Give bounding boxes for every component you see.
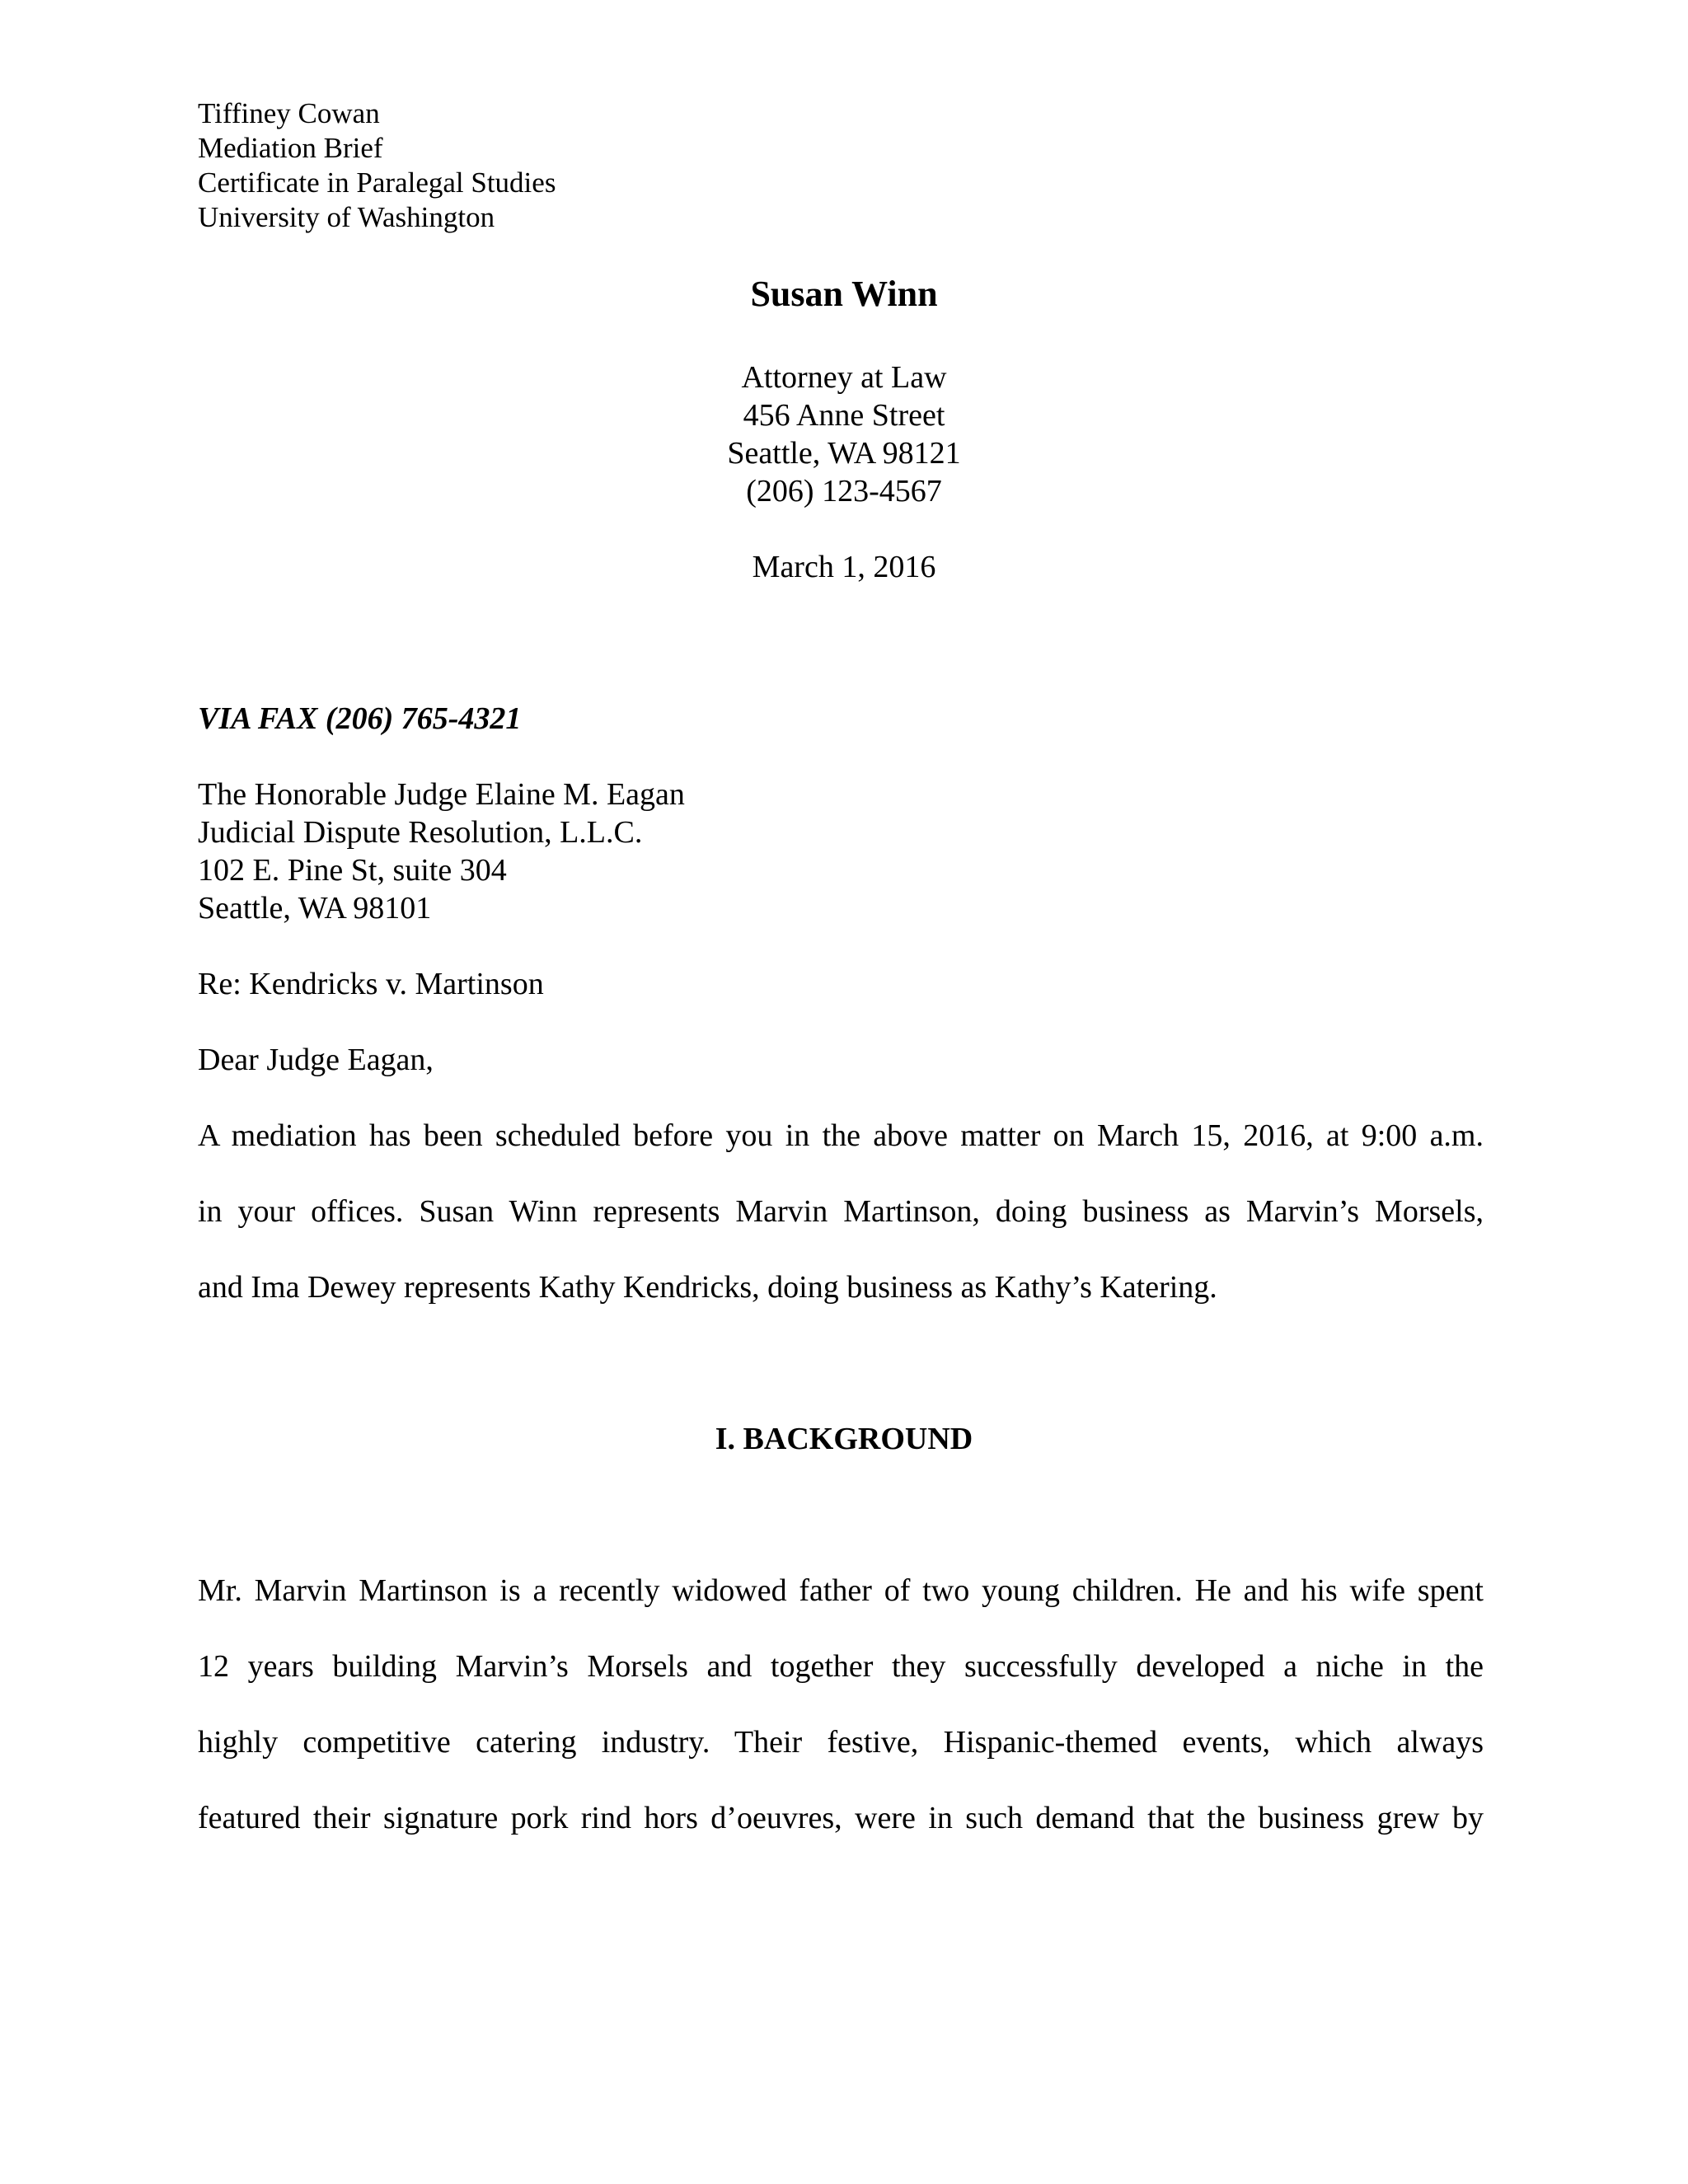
recipient-line-4: Seattle, WA 98101	[198, 891, 432, 926]
re-line: Re: Kendricks v. Martinson	[198, 967, 544, 1001]
letterhead-city: Seattle, WA 98121	[727, 436, 961, 471]
background-paragraph-line: 12 years building Marvin’s Morsels and together they successfully developed a niche in the	[198, 1649, 1484, 1684]
document-type: Mediation Brief	[198, 132, 383, 164]
letterhead-title: Attorney at Law	[741, 360, 947, 395]
intro-paragraph-line: A mediation has been scheduled before you in the above matter on March 15, 2016, at 9:00 a.m.	[198, 1118, 1484, 1153]
letterhead-name: Susan Winn	[750, 274, 938, 314]
delivery-method: VIA FAX (206) 765-4321	[198, 701, 522, 736]
section-heading: I. BACKGROUND	[715, 1422, 973, 1456]
background-paragraph-line: Mr. Marvin Martinson is a recently widowed father of two young children. He and his wife spent	[198, 1573, 1484, 1608]
background-paragraph-line: highly competitive catering industry. Their festive, Hispanic-themed events, which always	[198, 1725, 1484, 1760]
recipient-line-3: 102 E. Pine St, suite 304	[198, 853, 507, 888]
salutation: Dear Judge Eagan,	[198, 1043, 434, 1077]
recipient-line-2: Judicial Dispute Resolution, L.L.C.	[198, 815, 643, 850]
school-name: University of Washington	[198, 201, 495, 233]
program-name: Certificate in Paralegal Studies	[198, 166, 556, 199]
letterhead-street: 456 Anne Street	[743, 398, 945, 433]
letter-date: March 1, 2016	[752, 550, 936, 584]
intro-paragraph-line: in your offices. Susan Winn represents Marvin Martinson, doing business as Marvin’s Morsels,	[198, 1194, 1484, 1229]
intro-paragraph-line: and Ima Dewey represents Kathy Kendricks, doing business as Kathy’s Katering.	[198, 1270, 1217, 1305]
author-name: Tiffiney Cowan	[198, 97, 380, 129]
recipient-line-1: The Honorable Judge Elaine M. Eagan	[198, 777, 685, 812]
letterhead-phone: (206) 123-4567	[746, 474, 942, 509]
background-paragraph-line: featured their signature pork rind hors d’oeuvres, were in such demand that the business grew by	[198, 1801, 1484, 1835]
